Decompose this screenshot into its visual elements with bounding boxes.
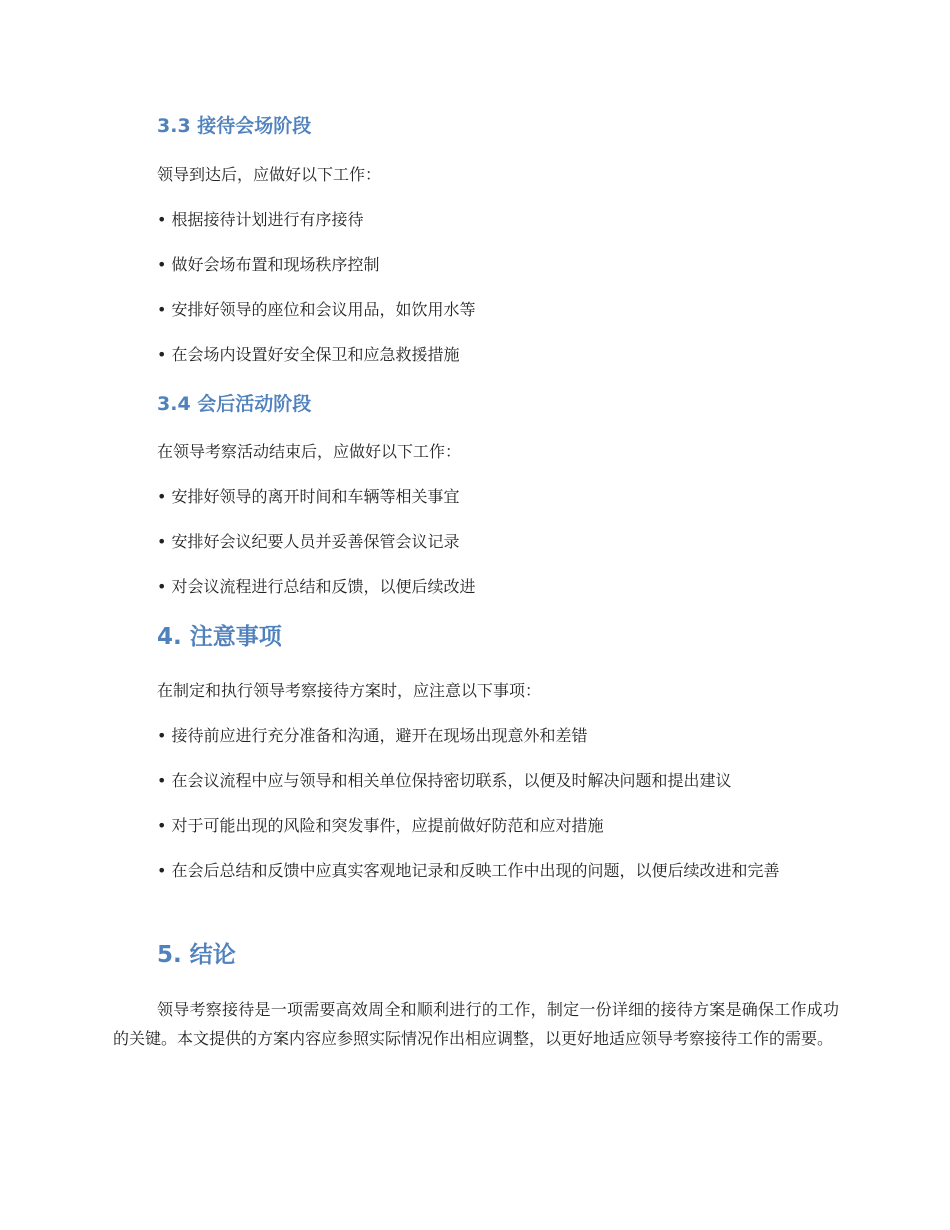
section-intro-3-3: 领导到达后，应做好以下工作： bbox=[157, 165, 382, 184]
list-item: • 对于可能出现的风险和突发事件，应提前做好防范和应对措施 bbox=[157, 816, 604, 835]
list-item: • 根据接待计划进行有序接待 bbox=[157, 210, 364, 229]
list-item: • 对会议流程进行总结和反馈，以便后续改进 bbox=[157, 577, 476, 596]
list-item: • 安排好领导的座位和会议用品，如饮用水等 bbox=[157, 300, 476, 319]
list-item: • 安排好会议纪要人员并妥善保管会议记录 bbox=[157, 532, 460, 551]
list-item: • 在会场内设置好安全保卫和应急救援措施 bbox=[157, 345, 460, 364]
list-item: • 在会议流程中应与领导和相关单位保持密切联系，以便及时解决问题和提出建议 bbox=[157, 771, 732, 790]
section-intro-4: 在制定和执行领导考察接待方案时，应注意以下事项： bbox=[157, 681, 542, 700]
list-item: • 在会后总结和反馈中应真实客观地记录和反映工作中出现的问题，以便后续改进和完善 bbox=[157, 861, 780, 880]
section-heading-3-4: 3.4 会后活动阶段 bbox=[157, 393, 312, 415]
list-item: • 接待前应进行充分准备和沟通，避开在现场出现意外和差错 bbox=[157, 726, 588, 745]
list-item: • 安排好领导的离开时间和车辆等相关事宜 bbox=[157, 487, 460, 506]
section-heading-3-3: 3.3 接待会场阶段 bbox=[157, 115, 312, 137]
section-heading-4: 4. 注意事项 bbox=[157, 624, 282, 650]
section-intro-3-4: 在领导考察活动结束后，应做好以下工作： bbox=[157, 442, 462, 461]
section-heading-5: 5. 结论 bbox=[157, 942, 236, 968]
list-item: • 做好会场布置和现场秩序控制 bbox=[157, 255, 380, 274]
conclusion-paragraph: 领导考察接待是一项需要高效周全和顺利进行的工作，制定一份详细的接待方案是确保工作成功的关键。本文提供的方案内容应参照实际情况作出相应调整，以更好地适应领导考察接待工作的需要。 bbox=[113, 1000, 839, 1048]
